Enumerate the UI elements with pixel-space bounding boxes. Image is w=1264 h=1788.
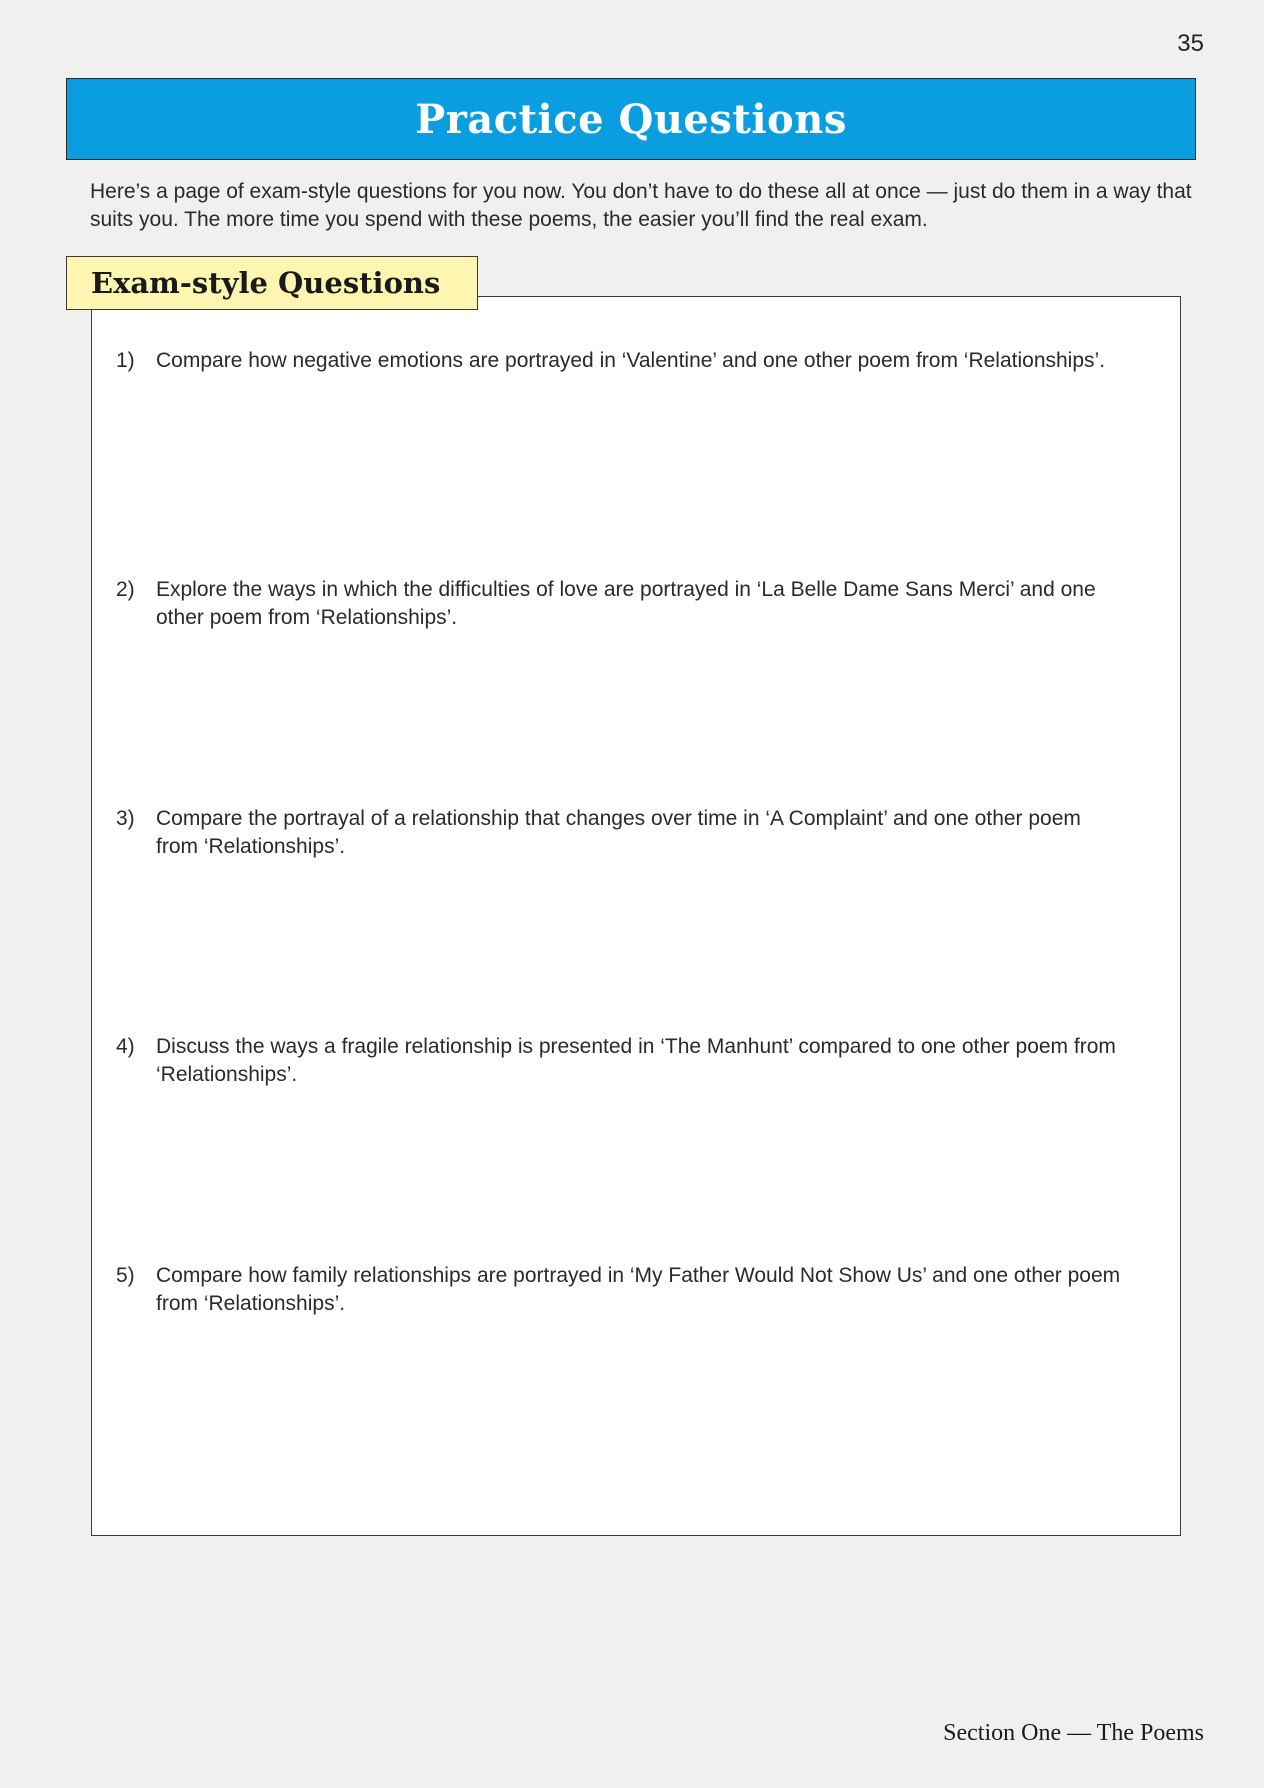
question-text: Explore the ways in which the difficulties of love are portrayed in ‘La Belle Dame Sans Merci’ and one other poem from ‘Relationships’. [156, 578, 1096, 629]
question-number: 5) [116, 1264, 135, 1287]
question-item [116, 805, 1126, 861]
intro-paragraph [90, 178, 1200, 234]
questions-box [91, 296, 1181, 1536]
question-text: Compare how family relationships are portrayed in ‘My Father Would Not Show Us’ and one other poem from ‘Relationships’. [156, 1264, 1121, 1315]
question-text: Compare how negative emotions are portrayed in ‘Valentine’ and one other poem from ‘Relationships’. [156, 349, 1106, 372]
question-item [116, 1033, 1126, 1089]
question-number: 1) [116, 349, 135, 372]
title-banner [66, 78, 1196, 160]
section-heading: Exam-style Questions [91, 266, 441, 300]
question-number: 4) [116, 1035, 135, 1058]
question-item [116, 576, 1126, 632]
question-number: 2) [116, 578, 135, 601]
section-footer: Section One — The Poems [943, 1720, 1204, 1746]
question-text: Compare the portrayal of a relationship that changes over time in ‘A Complaint’ and one other poem from ‘Relationships’. [156, 807, 1081, 858]
page-number: 35 [1177, 30, 1204, 57]
page-title: Practice Questions [415, 95, 847, 143]
question-item [116, 1262, 1126, 1318]
question-item [116, 347, 1126, 375]
question-text: Discuss the ways a fragile relationship is presented in ‘The Manhunt’ compared to one other poem from ‘Relationships’. [156, 1035, 1116, 1086]
intro-text: Here’s a page of exam-style questions for you now. You don’t have to do these all at once — just do them in a way that suits you. The more time you spend with these poems, the easier you’ll find the real exam. [90, 180, 1192, 231]
section-heading-tab [66, 256, 478, 310]
question-number: 3) [116, 807, 135, 830]
